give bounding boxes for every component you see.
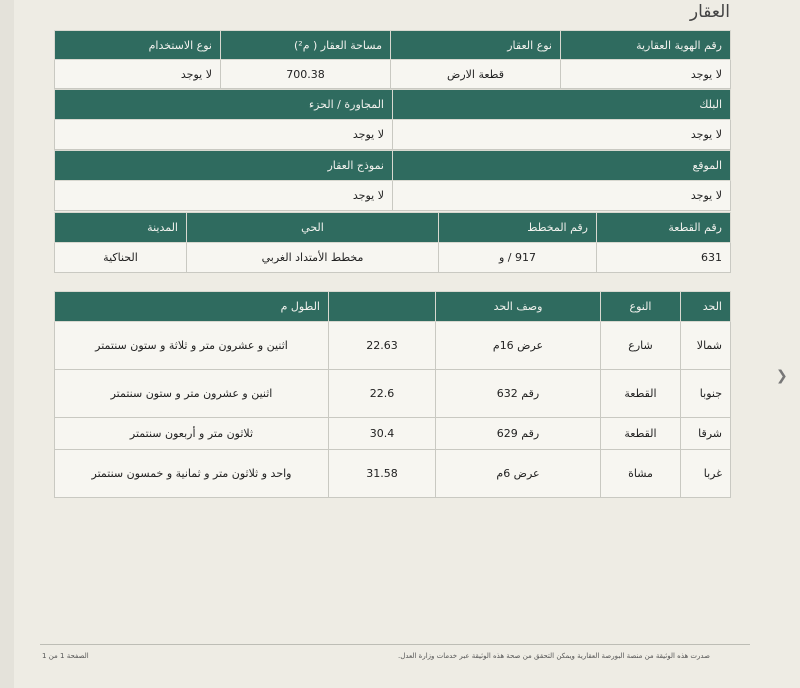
header-neighborhood-part: المجاورة / الحزء [55, 90, 393, 120]
header-boundary-type: النوع [601, 292, 681, 322]
value-location: لا يوجد [393, 181, 731, 211]
footer-divider [40, 644, 750, 645]
value-district: مخطط الأمتداد الغربي [187, 243, 439, 273]
header-blank [329, 292, 436, 322]
header-property-area: مساحة العقار ( م²) [221, 31, 391, 60]
value-block: لا يوجد [393, 120, 731, 150]
boundaries-table [54, 291, 731, 498]
boundary-side: غربا [681, 450, 731, 498]
value-property-area: 700.38 [221, 60, 391, 89]
boundary-length-words: ثلاثون متر و أربعون سنتمتر [55, 418, 329, 450]
header-property-type: نوع العقار [391, 31, 561, 60]
value-city: الحناكية [55, 243, 187, 273]
page-edge [0, 0, 14, 688]
value-property-model: لا يوجد [55, 181, 393, 211]
boundary-description: رقم 632 [436, 370, 601, 418]
header-plan-number: رقم المخطط [439, 213, 597, 243]
header-property-id: رقم الهوية العقارية [561, 31, 731, 60]
table-row [55, 418, 731, 450]
boundary-description: عرض 6م [436, 450, 601, 498]
boundary-description: عرض 16م [436, 322, 601, 370]
boundary-type: شارع [601, 322, 681, 370]
block-info-table [54, 89, 731, 150]
value-property-type: قطعة الارض [391, 60, 561, 89]
value-plan-number: 917 / و [439, 243, 597, 273]
header-property-model: نموذج العقار [55, 151, 393, 181]
header-block: البلك [393, 90, 731, 120]
boundary-length: 31.58 [329, 450, 436, 498]
boundary-type: القطعة [601, 418, 681, 450]
boundary-length: 30.4 [329, 418, 436, 450]
header-boundary-description: وصف الحد [436, 292, 601, 322]
header-district: الحي [187, 213, 439, 243]
header-city: المدينة [55, 213, 187, 243]
boundary-side: جنوبا [681, 370, 731, 418]
footer-note: صدرت هذه الوثيقة من منصة البورصة العقارية ويمكن التحقق من صحة هذه الوثيقة عبر خدمات وزارة العدل. [398, 652, 710, 660]
table-row [55, 322, 731, 370]
table-row [55, 370, 731, 418]
header-plot-number: رقم القطعة [597, 213, 731, 243]
location-info-table [54, 150, 731, 211]
header-length: الطول م [55, 292, 329, 322]
value-usage-type: لا يوجد [55, 60, 221, 89]
boundary-type: القطعة [601, 370, 681, 418]
next-page-arrow-icon[interactable]: ❯ [776, 368, 788, 384]
value-property-id: لا يوجد [561, 60, 731, 89]
boundary-length-words: واحد و ثلاثون متر و ثمانية و خمسون سنتمتر [55, 450, 329, 498]
section-title: العقار [689, 2, 730, 22]
header-location: الموقع [393, 151, 731, 181]
table-row [55, 450, 731, 498]
page-number: الصفحة 1 من 1 [42, 652, 89, 660]
header-usage-type: نوع الاستخدام [55, 31, 221, 60]
header-boundary: الحد [681, 292, 731, 322]
boundary-type: مشاة [601, 450, 681, 498]
boundary-length-words: اثنين و عشرون متر و ستون سنتمتر [55, 370, 329, 418]
plot-info-table [54, 212, 731, 273]
property-info-table [54, 30, 731, 89]
value-plot-number: 631 [597, 243, 731, 273]
value-neighborhood-part: لا يوجد [55, 120, 393, 150]
boundary-length: 22.6 [329, 370, 436, 418]
boundary-length: 22.63 [329, 322, 436, 370]
boundary-side: شرقا [681, 418, 731, 450]
boundary-description: رقم 629 [436, 418, 601, 450]
boundary-side: شمالا [681, 322, 731, 370]
boundary-length-words: اثنين و عشرون متر و ثلاثة و ستون سنتمتر [55, 322, 329, 370]
